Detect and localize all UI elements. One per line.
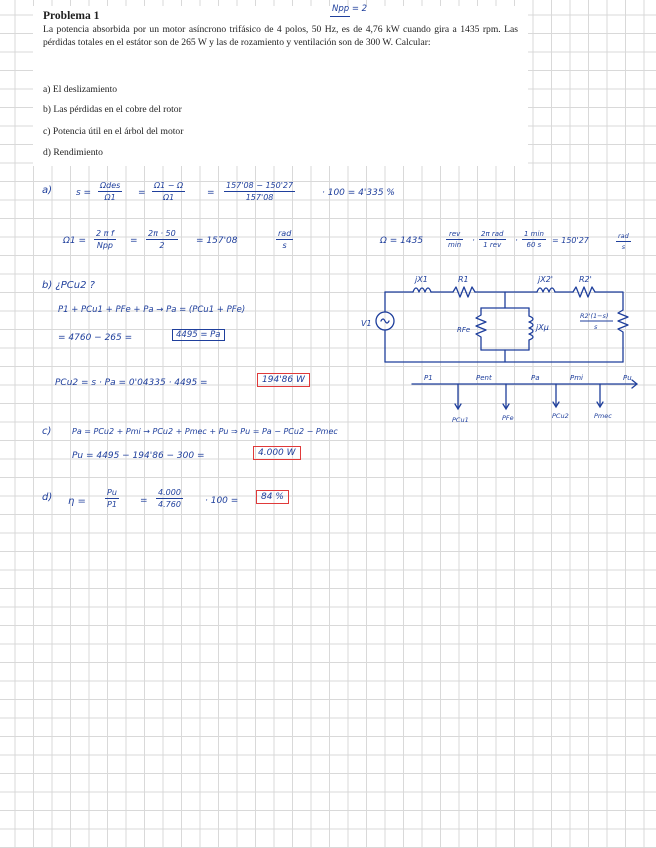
part-c-label: c) [42, 426, 52, 437]
omega1-unit [276, 229, 293, 250]
pf-pcu1-label: PCu1 [452, 416, 469, 424]
resistor-r1-symbol [453, 287, 475, 297]
slip-fraction-2 [152, 181, 185, 202]
omega1-f2-den: 2 [159, 241, 165, 251]
omega-result: = 150'27 [552, 236, 589, 245]
r1-label: R1 [458, 275, 469, 284]
omega1-f1-den: Npp [96, 241, 113, 251]
fraction-bar [146, 239, 178, 240]
fraction-bar [276, 239, 293, 240]
eta-f1-den: P1 [107, 500, 117, 510]
slip-lhs: s = [76, 188, 92, 198]
pf-pmi-label: Pmi [570, 374, 583, 382]
omega-u3-den: 60 s [526, 241, 542, 250]
pf-pa-label: Pa [531, 374, 540, 382]
problem-statement: La potencia absorbida por un motor asíncrono trifásico de 4 polos, 50 Hz, es de 4,76 kW cuando gira a 1435 rpm. Las pérdidas totales en el estátor son de 265 W y las de rozamiento y ventilación son de 300 W. Calcular: [43, 24, 518, 48]
load-resistor-symbol [618, 310, 628, 362]
omega1-eq-1: = [130, 236, 138, 246]
omega-result-unit-den: s [621, 243, 626, 252]
question-a: a) El deslizamiento [43, 84, 118, 95]
fraction-bar [522, 239, 546, 240]
pf-pmec-label: Pmec [594, 412, 612, 420]
omega1-result: = 157'08 [196, 236, 238, 246]
omega1-unit-den: s [282, 241, 287, 251]
fraction-bar [224, 191, 295, 192]
slip-fraction-1 [98, 181, 122, 202]
omega-u1-den: min [448, 241, 462, 250]
rfe-label: RFe [457, 326, 471, 334]
eta-result-box: 84 % [256, 490, 289, 504]
fraction-bar [156, 498, 183, 499]
omega-u2-num: 2π rad [481, 230, 504, 238]
eta-f2-den: 4.760 [158, 500, 181, 510]
omega-lhs: Ω = 1435 [380, 236, 424, 246]
omega1-fraction-2 [146, 229, 178, 250]
omega1-unit-num: rad [278, 229, 292, 238]
omega-unit-2 [479, 230, 506, 249]
jx1-label: jX1 [415, 275, 428, 284]
npp-note: Npp = 2 [332, 4, 368, 14]
power-balance-line: P1 + PCu1 + PFe + Pa → Pa = (PCu1 + PFe) [58, 305, 246, 315]
pf-pu-label: Pu [623, 374, 632, 382]
jx2-label: jX2' [538, 275, 553, 284]
equivalent-circuit-diagram [355, 270, 645, 376]
omega1-lhs: Ω1 = [63, 236, 87, 246]
slip-f1-num: Ωdes [100, 181, 121, 190]
slip-fraction-3 [224, 181, 295, 202]
part-a-label: a) [42, 185, 53, 196]
r2-label: R2' [579, 275, 592, 284]
fraction-bar [479, 239, 506, 240]
fraction-bar [446, 239, 463, 240]
question-b: b) Las pérdidas en el cobre del rotor [43, 104, 182, 115]
npp-note-underline [330, 16, 350, 17]
fraction-bar [616, 241, 631, 242]
jxmu-label: jXμ [536, 323, 549, 332]
slip-f2-num: Ω1 − Ω [154, 181, 184, 190]
eta-f1-num: Pu [107, 488, 117, 497]
pcu2-result-box: 194'86 W [257, 373, 310, 387]
omega-dot-2: · [515, 236, 518, 246]
fraction-bar [94, 239, 116, 240]
omega1-fraction-1 [94, 229, 116, 250]
pu-result-box: 4.000 W [253, 446, 301, 460]
inductor-x1-symbol [413, 288, 431, 292]
omega-u1-num: rev [448, 230, 461, 238]
eta-times-100: · 100 = [205, 496, 239, 506]
pf-pent-label: Pent [476, 374, 492, 382]
fraction-bar [105, 498, 119, 499]
pa-result-box: 4495 = Pa [172, 329, 225, 341]
eta-fraction-1 [105, 488, 119, 509]
omega-u3-num: 1 min [524, 230, 544, 238]
resistor-r2-symbol [573, 287, 595, 297]
slip-result: · 100 = 4'335 % [322, 188, 395, 198]
slip-eq-1: = [138, 188, 146, 198]
eta-f2-num: 4.000 [158, 488, 181, 497]
slip-f2-den: Ω1 [162, 193, 175, 203]
power-flow-diagram [410, 368, 646, 430]
pf-p1-label: P1 [424, 374, 433, 382]
voltage-source-tilde [381, 319, 389, 323]
load-den-label: s [594, 323, 598, 331]
omega-dot-1: · [472, 236, 475, 246]
pa-calc: = 4760 − 265 = [58, 333, 133, 343]
omega1-f2-num: 2π · 50 [148, 229, 176, 238]
part-b-label: b) ¿PCu2 ? [42, 280, 95, 291]
load-num-label: R2'(1−s) [580, 312, 609, 320]
slip-f3-den: 157'08 [245, 193, 274, 203]
pu-balance-line: Pa = PCu2 + Pmi → PCu2 + Pmec + Pu ⇒ Pu = Pa − PCu2 − Pmec [72, 427, 338, 436]
slip-f3-num: 157'08 − 150'27 [226, 181, 294, 190]
problem-statement-box [33, 6, 528, 166]
omega-u2-den: 1 rev [483, 241, 502, 250]
omega-result-unit-num: rad [618, 232, 629, 240]
v1-label: V1 [361, 319, 372, 328]
eta-lhs: η = [68, 496, 86, 507]
omega-unit-3 [522, 230, 546, 249]
question-d: d) Rendimiento [43, 147, 103, 158]
part-d-label: d) [42, 492, 53, 503]
slip-f1-den: Ω1 [104, 193, 116, 203]
omega1-f1-num: 2 π f [96, 229, 114, 238]
wire-top-corner [595, 292, 623, 310]
resistor-rfe-symbol [476, 308, 486, 350]
pf-pcu2-label: PCu2 [552, 412, 569, 420]
inductor-xmu-symbol [529, 308, 533, 350]
slip-eq-2: = [207, 188, 215, 198]
inductor-x2-symbol [537, 288, 555, 292]
pf-pfe-label: PFe [502, 414, 514, 422]
question-c: c) Potencia útil en el árbol del motor [43, 126, 184, 137]
omega-result-unit [616, 232, 631, 251]
pu-calc: Pu = 4495 − 194'86 − 300 = [72, 451, 205, 461]
pcu2-calc: PCu2 = s · Pa = 0'04335 · 4495 = [55, 378, 208, 388]
omega-unit-1 [446, 230, 463, 249]
eta-fraction-2 [156, 488, 183, 509]
eta-eq-1: = [140, 496, 148, 506]
problem-title: Problema 1 [43, 10, 100, 22]
fraction-bar [152, 191, 185, 192]
fraction-bar [98, 191, 122, 192]
